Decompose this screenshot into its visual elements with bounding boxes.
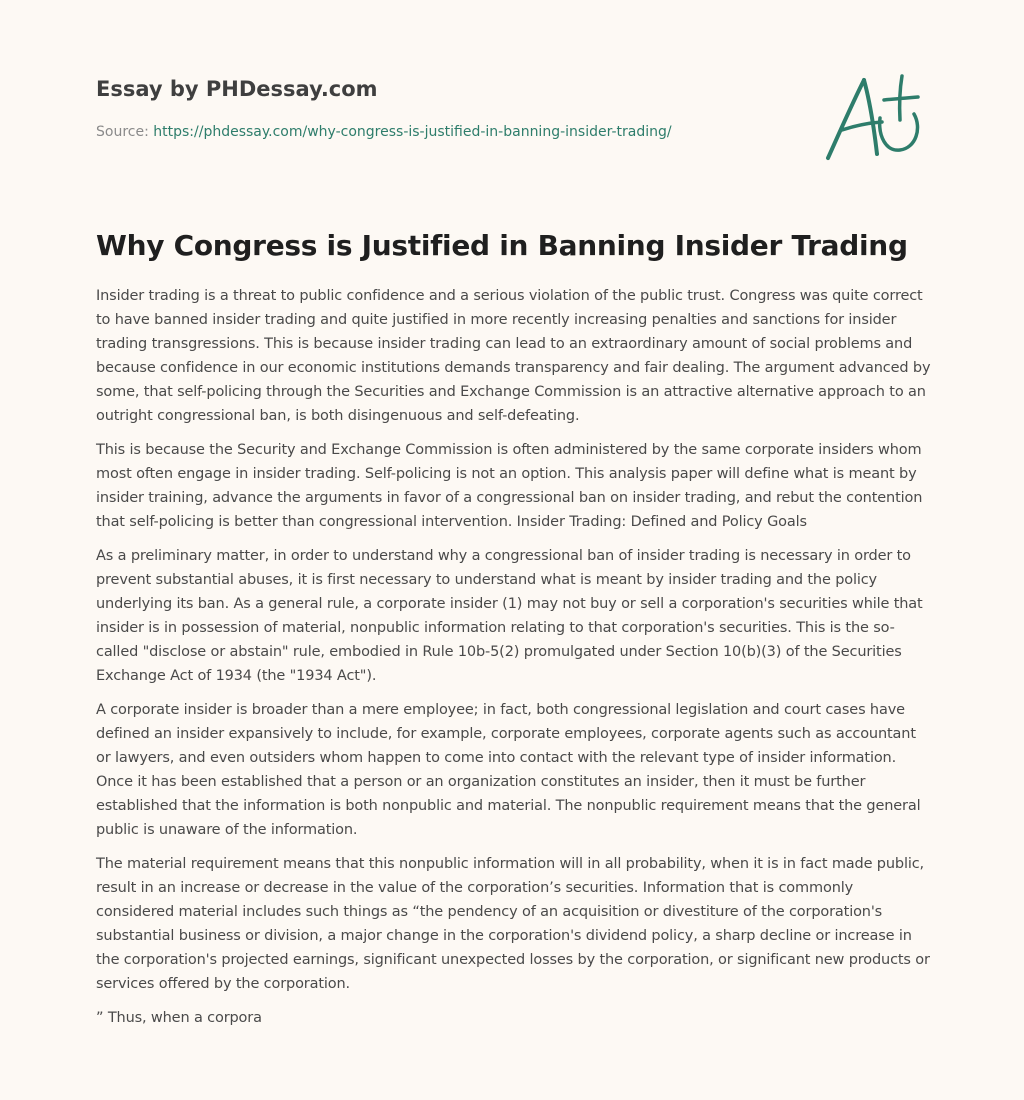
source-label: Source: <box>96 124 149 140</box>
essay-paragraph: As a preliminary matter, in order to understand why a congressional ban of insider trading is necessary in order to prevent substantial abuses, it is first necessary to understand what is meant by insider trading and the policy underlying its ban. As a general rule, a corporate insider (1) may not buy or sell a corporation's securities while that insider is in possession of material, nonpublic information relating to that corporation's securities. This is the so-called "disclose or abstain" rule, embodied in Rule 10b-5(2) promulgated under Section 10(b)(3) of the Securities Exchange Act of 1934 (the "1934 Act"). <box>96 548 923 684</box>
essay-body <box>96 284 932 1040</box>
essay-title: Why Congress is Justified in Banning Insider Trading <box>96 229 908 262</box>
essay-paragraph: A corporate insider is broader than a mere employee; in fact, both congressional legislation and court cases have defined an insider expansively to include, for example, corporate employees, corporate agents such as accountant or lawyers, and even outsiders whom happen to come into contact with the relevant type of insider information. Once it has been established that a person or an organization constitutes an insider, then it must be further established that the information is both nonpublic and material. The nonpublic requirement means that the general public is unaware of the information. <box>96 702 921 838</box>
essay-paragraph: Insider trading is a threat to public confidence and a serious violation of the public trust. Congress was quite correct to have banned insider trading and quite justified in more recently increasing penalties and sanctions for insider trading transgressions. This is because insider trading can lead to an extraordinary amount of social problems and because confidence in our economic institutions demands transparency and fair dealing. The argument advanced by some, that self-policing through the Securities and Exchange Commission is an attractive alternative approach to an outright congressional ban, is both disingenuous and self-defeating. <box>96 288 931 424</box>
essay-paragraph: The material requirement means that this nonpublic information will in all probability, when it is in fact made public, result in an increase or decrease in the value of the corporation’s securities. Information that is commonly considered material includes such things as “the pendency of an acquisition or divestiture of the corporation's substantial business or division, a major change in the corporation's dividend policy, a sharp decline or increase in the corporation's projected earnings, significant unexpected losses by the corporation, or significant new products or services offered by the corporation. <box>96 856 930 992</box>
source-line <box>96 122 796 142</box>
site-name: Essay by PHDessay.com <box>96 77 378 101</box>
source-link[interactable]: https://phdessay.com/why-congress-is-justified-in-banning-insider-trading/ <box>153 124 672 140</box>
a-plus-grade-icon <box>820 66 930 166</box>
page-header <box>96 74 796 142</box>
essay-paragraph: ” Thus, when a corpora <box>96 1010 262 1026</box>
essay-paragraph: This is because the Security and Exchange Commission is often administered by the same corporate insiders whom most often engage in insider trading. Self-policing is not an option. This analysis paper will define what is meant by insider training, advance the arguments in favor of a congressional ban on insider trading, and rebut the contention that self-policing is better than congressional intervention. Insider Trading: Defined and Policy Goals <box>96 442 923 530</box>
